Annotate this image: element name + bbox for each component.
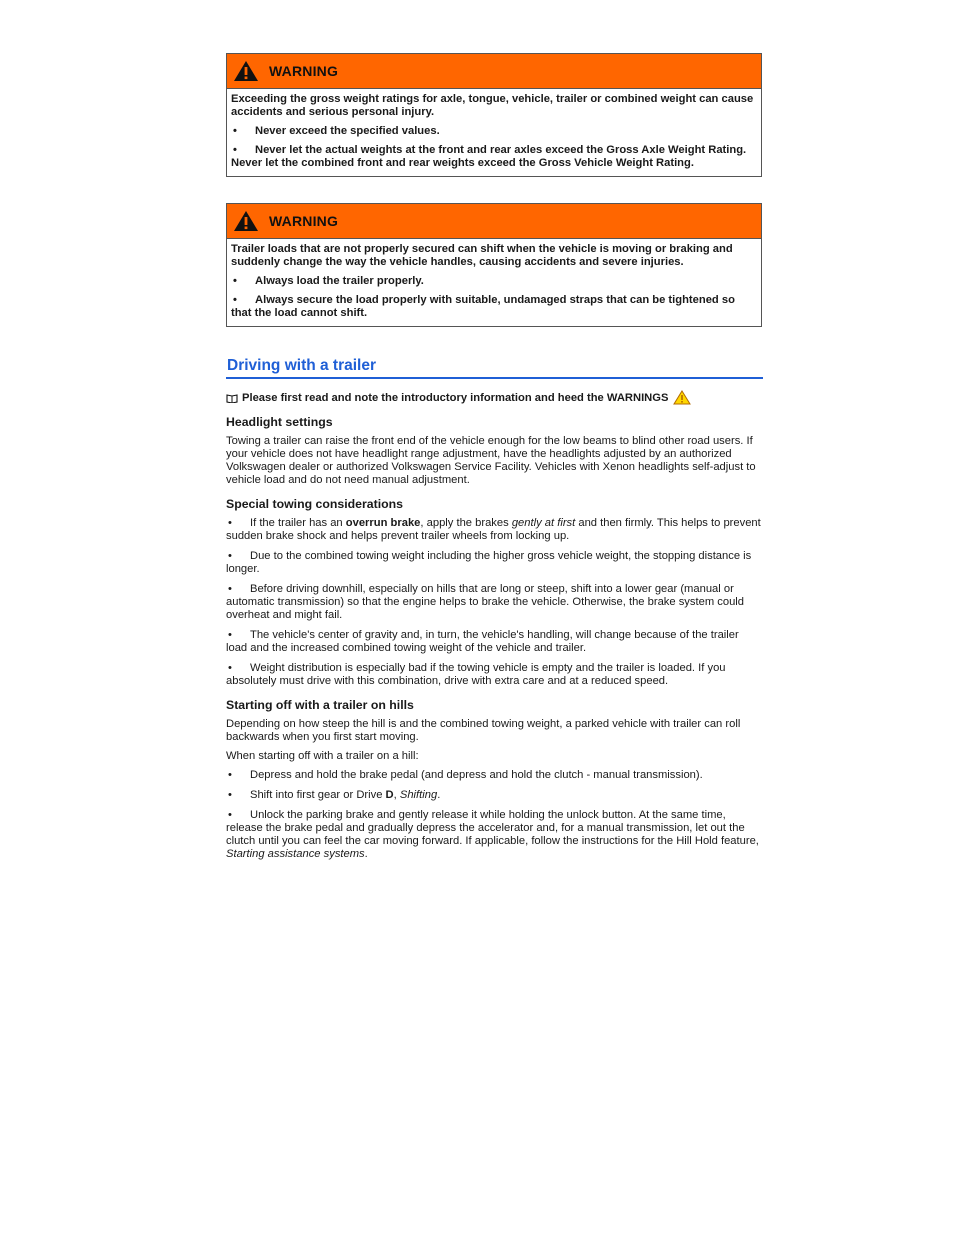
manual-page (226, 53, 762, 868)
warning-title: WARNING (269, 213, 339, 229)
warning-bullet: • Always load the trailer properly. (233, 275, 424, 287)
warning-body (227, 239, 761, 326)
warning-bullet: • Always secure the load properly with suitable, undamaged straps that can be tightened so that the load cannot shift. (231, 294, 735, 319)
warning-triangle-icon (233, 210, 259, 232)
section-content (226, 415, 762, 861)
warning-header (227, 54, 761, 89)
list-item: • Shift into first gear or Drive D, Shifting. (228, 789, 441, 801)
intro-note (226, 390, 762, 405)
warning-header (227, 204, 761, 239)
subheading-hills: Starting off with a trailer on hills (226, 698, 414, 712)
warning-bullet: • Never let the actual weights at the front and rear axles exceed the Gross Axle Weight Rating. Never let the combined front and rear weights exceed the Gross Vehicle Weight Rating. (231, 144, 747, 169)
warning-title: WARNING (269, 63, 339, 79)
link-shifting[interactable]: Shifting (399, 789, 438, 801)
list-item: • Unlock the parking brake and gently release it while holding the unlock button. At the same time, release the brake pedal and gradually depress the accelerator and, for a manual transmission, let out the clutch until you can feel the car moving forward. If applicable, follow the instructions for the Hill Hold feature, Starting assistance systems. (226, 809, 759, 860)
list-item: • Before driving downhill, especially on hills that are long or steep, shift into a lower gear (manual or automatic transmission) so that the engine helps to brake the vehicle. Otherwise, the brake system could overheat and might fail. (226, 583, 744, 621)
warning-body (227, 89, 761, 176)
section-title: Driving with a trailer (226, 357, 763, 379)
warning-triangle-icon (233, 60, 259, 82)
list-item: • The vehicle's center of gravity and, in turn, the vehicle's handling, will change because of the trailer load and the increased combined towing weight of the vehicle and trailer. (226, 629, 739, 654)
link-starting-assistance[interactable]: Starting assistance systems (226, 848, 365, 860)
list-item: • Due to the combined towing weight including the higher gross vehicle weight, the stopping distance is longer. (226, 550, 752, 575)
subheading-headlight: Headlight settings (226, 415, 333, 429)
paragraph: Depending on how steep the hill is and the combined towing weight, a parked vehicle with trailer can roll backwards when you first start moving. (226, 718, 741, 743)
warning-intro: Exceeding the gross weight ratings for axle, tongue, vehicle, trailer or combined weight can cause accidents and serious personal injury. (231, 93, 754, 118)
warning-box-load (226, 203, 762, 327)
book-icon (226, 393, 238, 403)
warning-box-weight (226, 53, 762, 177)
warning-bullet: • Never exceed the specified values. (233, 125, 440, 137)
subheading-special-towing: Special towing considerations (226, 497, 403, 511)
warning-triangle-icon[interactable] (673, 390, 691, 405)
paragraph: When starting off with a trailer on a hill: (226, 750, 419, 762)
paragraph: Towing a trailer can raise the front end of the vehicle enough for the low beams to blind other road users. If your vehicle does not have headlight range adjustment, have the headlights adjusted by an authorized Volkswagen dealer or authorized Volkswagen Service Facility. Vehicles with Xenon headlights self-adjust to vehicle load and do not need manual adjustment. (226, 435, 756, 486)
warning-intro: Trailer loads that are not properly secured can shift when the vehicle is moving or braking and suddenly change the way the vehicle handles, causing accidents and severe injuries. (231, 243, 733, 268)
list-item: • Depress and hold the brake pedal (and depress and hold the clutch - manual transmission). (228, 769, 703, 781)
intro-link[interactable]: Please first read and note the introductory information and heed the WARNINGS (242, 391, 669, 404)
list-item: • Weight distribution is especially bad if the towing vehicle is empty and the trailer is loaded. If you absolutely must drive with this combination, drive with extra care and at a reduced speed. (226, 662, 726, 687)
list-item: • If the trailer has an overrun brake, apply the brakes gently at first and then firmly. This helps to prevent sudden brake shock and helps prevent trailer wheels from locking up. (226, 517, 761, 542)
